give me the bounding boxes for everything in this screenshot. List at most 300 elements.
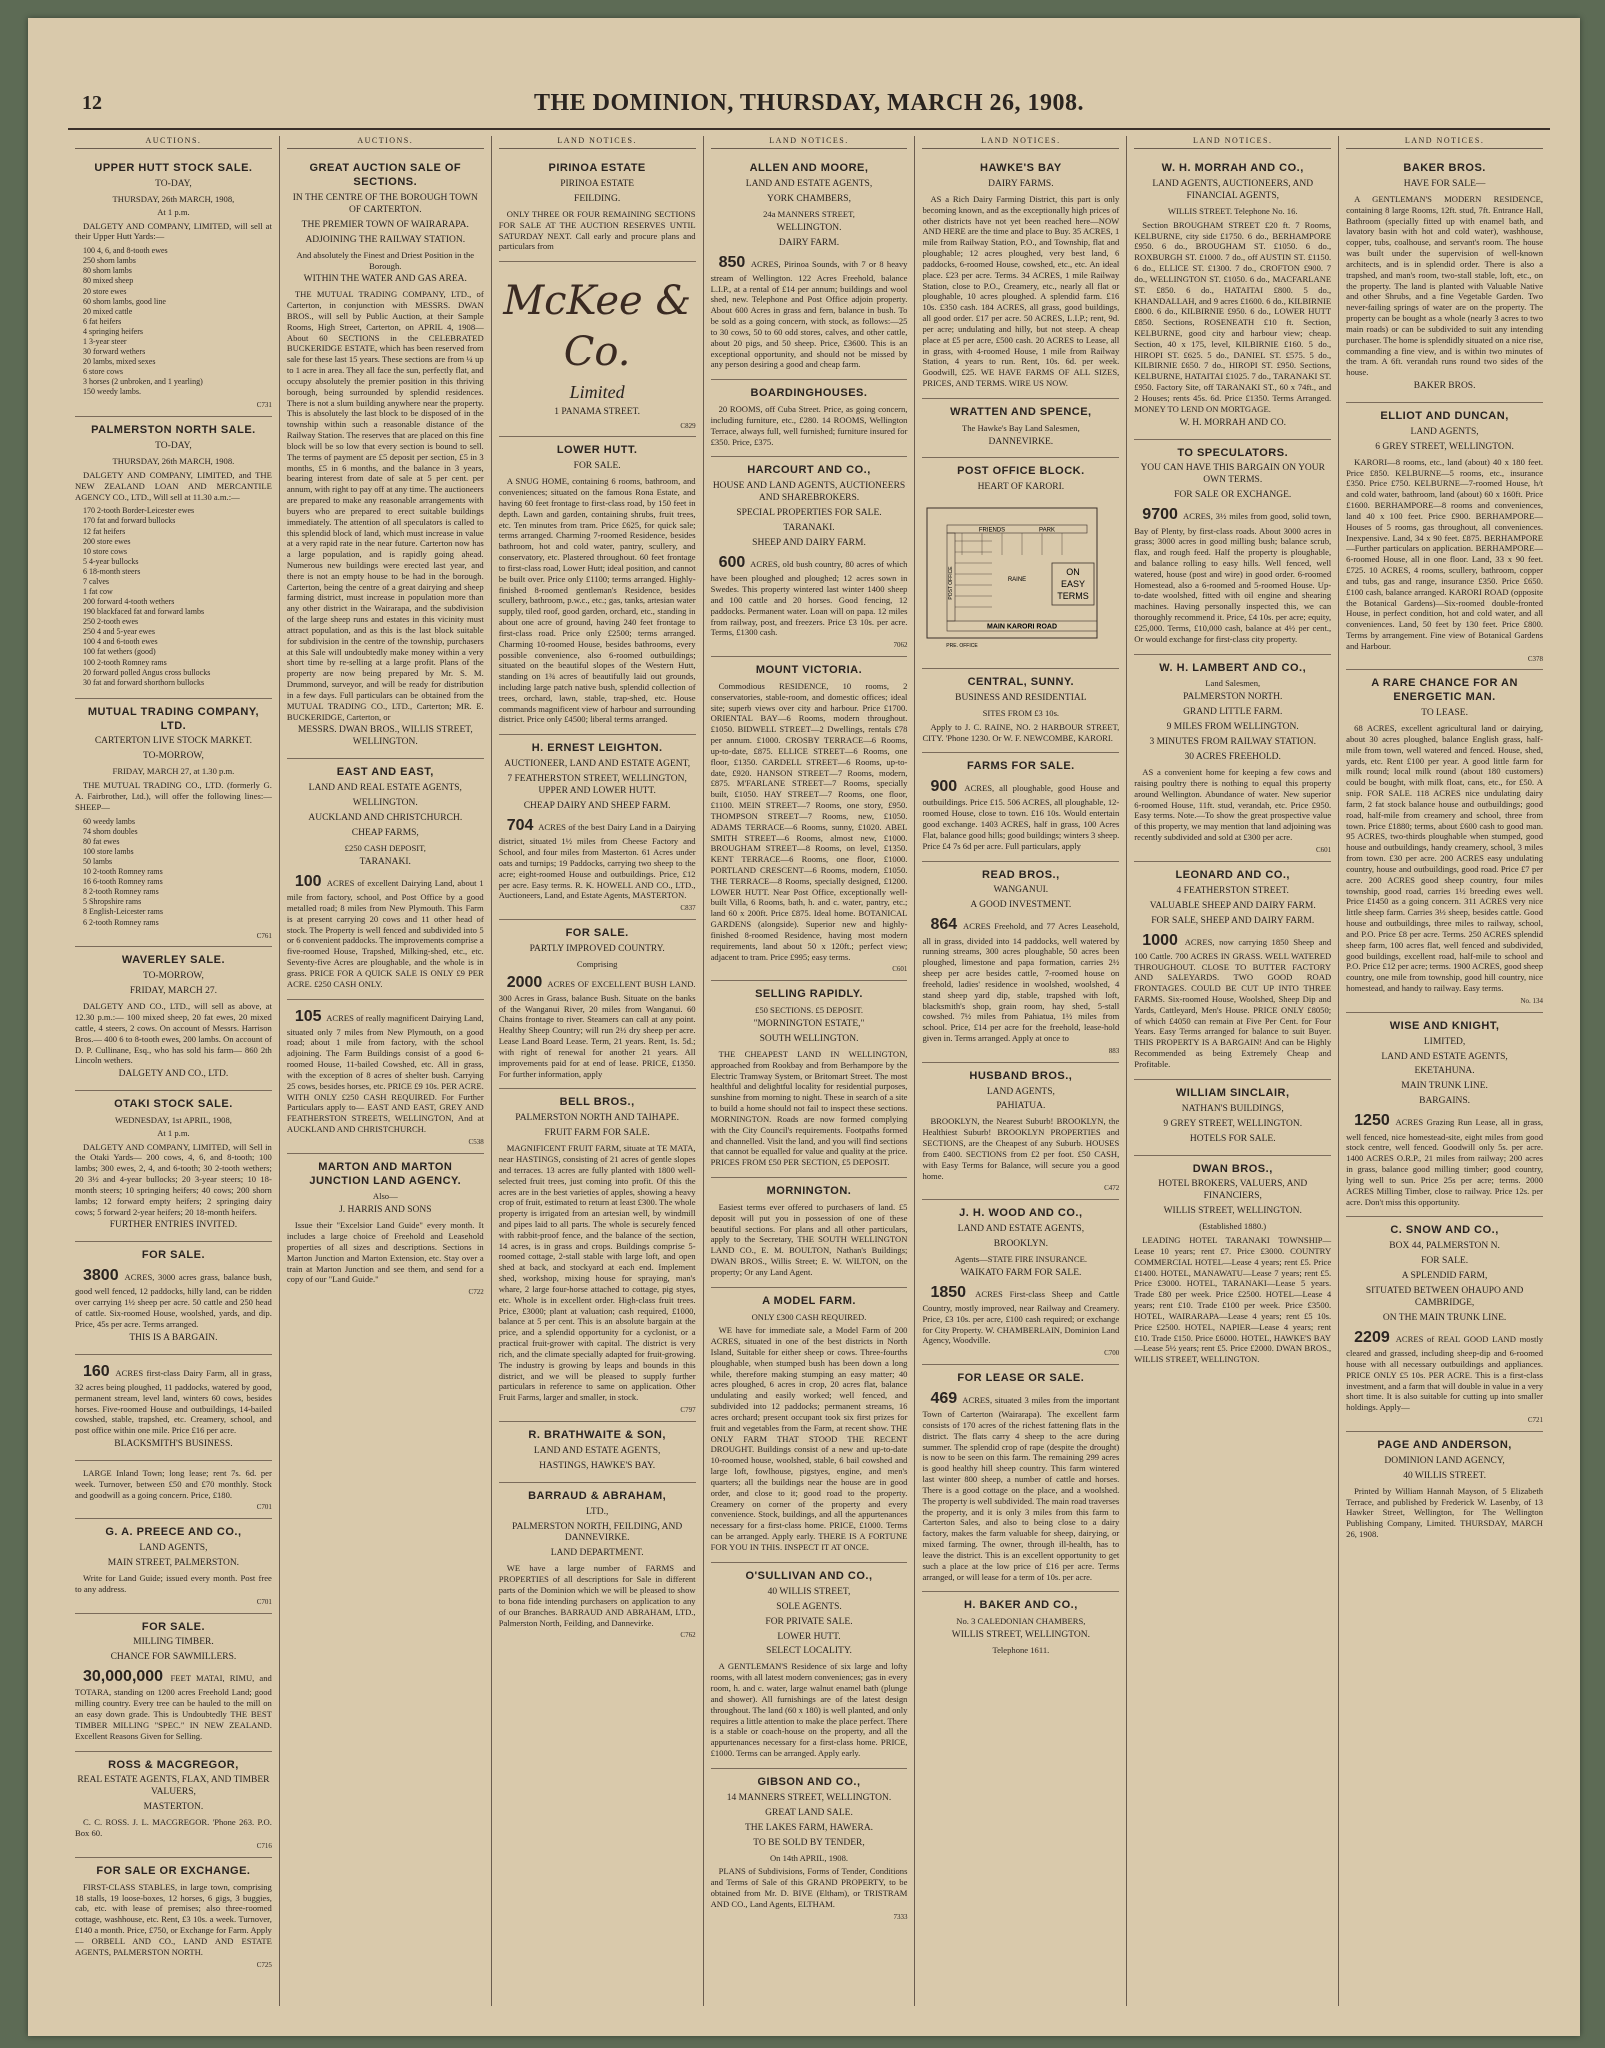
ad-body: 850 ACRES, Pirinoa Sounds, with 7 or 8 heavy stream of Wellington. 122 Acres Freehold, balance L.I.P., at a rental of £14 per annum; buildings and wool shed, new. Telephone and Post Office adjoin property. About 600 Acres in grass and fern, balance in bush. To be sold as a going concern, with stock, as follows:—25 to 30 cows, 50 to 60 odd stores, calves, and other cattle, about 20 pigs, and 50 sheep. Price, £3600. This is an exceptional opportunity, and should not be missed by any person desiring a good and cheap farm.	[710, 253, 908, 370]
ad-lead-figure: 2209	[1354, 1329, 1396, 1346]
ad-heading: MOUNT VICTORIA.	[755, 664, 863, 677]
ad-heading: G. A. PREECE AND CO.,	[105, 1526, 242, 1539]
ad-subheading: CHEAP DAIRY AND SHEEP FARM.	[523, 801, 671, 812]
ad-heading: HUSBAND BROS.,	[969, 1069, 1073, 1082]
ad-body: AS a Rich Dairy Farming District, this part is only becoming known, and as the exceptionally high prices of other districts have not yet been reached here—NOW AND HERE are the time and place to Buy. 35 ACRES, 1 mile from Railway Station, P.O., and Township, flat and ploughable; 12 acres ploughed, very best land, 6 paddocks, 6-roomed House, cowshed, etc., etc. An ideal place. £23 per acre. Terms. 34 ACRES, 1 mile Railway Station, close to P.O., Creamery, etc., nearly all flat or ploughable, 10 acres ploughed. A splendid farm. £16 10s. £350 cash. 184 ACRES, all grass, good buildings, all good order. £17 per acre. 50 ACRES, L.I.P.; rent, 9d. per acre; undulating and hilly, but not steep. A cheap place at £5 per acre, £500 cash. 20 ACRES to Lease, all in grass, with 4-roomed House, 1 mile from Railway Station, 4 years to run. Rent, 10s. 6d. per week. Goodwill, £25. WE HAVE FARMS OF ALL SIZES, PRICES, AND TERMS. WIRE US NOW.	[922, 193, 1120, 388]
advertisement	[1134, 155, 1331, 440]
ad-lead-figure: 9700	[1142, 506, 1183, 524]
ad-footer: C601	[1315, 845, 1332, 854]
ad-body: 68 ACRES, excellent agricultural land or dairying, about 30 acres ploughed, balance English grass, half-mile from town, well watered and fenced. House, shed, yards, etc. Rent £100 per year. A good little farm for milk round; local milk round (about 180 customers) could be bought, with milk float, cans, etc., for £50. A snip. FOR SALE. 118 ACRES nice undulating dairy farm, 2 fat stock balance house and outbuildings; good road, half-mile from creamery and school, three from town. Price £1880; terms, about £600 cash to good man. 95 ACRES, two-thirds ploughable when stumped, good house and outbuildings, handy creamery, school, 3 miles from town. £30 per acre. 200 ACRES easy undulating country, house and outbuildings, good road. Price £7 per acre. 200 ACRES good sheep country, four miles township, good road, carries 1½ breeding ewes well. Price £1450 as a going concern. 311 ACRES very nice little sheep farm. Carries 3½ sheep, besides cattle. Good house and outbuildings, three miles to railway, school, and P.O. Price £8 per acre. Terms. 250 ACRES splendid sheep farm, 100 acres flat, well fenced and subdivided, good buildings, excellent road, half-mile to school and P.O. Price £12 per acre; terms. 1900 ACRES, good sheep country, one mile from township, good hill country, nice homestead, and handy to railway. Easy terms.	[1346, 723, 1544, 994]
ad-footer: 883	[1108, 1046, 1120, 1055]
ad-subheading: FRIDAY, MARCH 27.	[129, 986, 217, 997]
ad-footer: 7062	[893, 641, 908, 650]
stock-item: 30 fat and forward shorthorn bullocks	[83, 677, 205, 687]
ad-body: Printed by William Hannah Mayson, of 5 Elizabeth Terrace, and published by Frederick W. Lasenby, of 13 Hawker Street, Wellington, for The Wellington Publishing Company, Limited. THURSDAY, MARCH 26, 1908.	[1346, 1485, 1544, 1540]
ad-body: 469 ACRES, situated 3 miles from the important Town of Carterton (Wairarapa). The excellent farm consists of 170 acres of the richest fattening flats in the district. The flats carry 4 sheep to the acre during summer. The splendid crop of rape (despite the drought) is now to be seen on this farm. The remaining 299 acres is good healthy hill sheep country. This farm wintered last winter 800 sheep, a number of cattle and horses. There is a good cottage on the place, and a woolshed. The property is well subdivided. The main road traverses the property, and it is only 3 miles from this farm to Carterton Sales, and also to being close to a dairy factory, makes the farm valuable for sheep, dairying, or mixed farming. The owner, through ill-health, has to leave the district. This is an excellent opportunity to get such a place at the low price of £16 per acre. Terms arranged, or will lease for a term of 10s. per acre.	[922, 1389, 1120, 1582]
ad-subheading: AUCKLAND AND CHRISTCHURCH.	[308, 813, 463, 824]
column-2	[280, 136, 492, 2006]
ad-heading: WILLIAM SINCLAIR,	[1175, 1086, 1290, 1099]
ad-subheading: FOR PRIVATE SALE.	[765, 1616, 853, 1627]
ad-body: 9700 ACRES, 3½ miles from good, solid town, Bay of Plenty, by first-class roads. About 3000 acres in grass; 3000 acres in good milling bush; balance scrub, flax, and rough feed. Half the property is ploughable, and balance rolling to easy hills. Well fenced, well watered, house (post and wire) in good order. 6-roomed Homestead, also a 6-roomed and 5-roomed House. Up-to-date woolshed, fitted with oil engine and shearing machines. Having personally inspected this, we can thoroughly recommend it. Price, £4 10s. per acre; equity, £25,000. Terms, £10,000 cash, balance at 4½ per cent., Or would exchange for first-class city property.	[1134, 506, 1332, 644]
ad-subheading: WELLINGTON.	[776, 222, 842, 233]
advertisement	[75, 1242, 272, 1354]
ad-subheading: 30 ACRES FREEHOLD.	[1184, 752, 1281, 763]
karori-site-map	[922, 503, 1102, 653]
ad-subheading: Limited	[569, 381, 625, 402]
ad-footer: BLACKSMITH'S BUSINESS.	[114, 1439, 233, 1449]
ad-heading: MARTON AND MARTON JUNCTION LAND AGENCY.	[309, 1160, 462, 1187]
ad-lead-figure: 600	[718, 554, 751, 572]
ad-subheading: TARANAKI.	[359, 856, 411, 867]
ad-subheading: WANGANUI.	[993, 885, 1049, 896]
ad-subheading: At 1 p.m.	[157, 1127, 190, 1138]
ad-footer: No. 134	[1520, 996, 1544, 1005]
ad-subheading: THURSDAY, 26th MARCH, 1908.	[112, 456, 235, 467]
ad-body: THE MUTUAL TRADING CO., LTD. (formerly G. A. Fairbrother, Ltd.), will offer the following lines:— SHEEP—	[75, 780, 272, 812]
ad-subheading: LAND AGENTS,	[986, 1086, 1055, 1097]
ad-subheading: LAND DEPARTMENT.	[550, 1548, 644, 1559]
ad-subheading: BUSINESS AND RESIDENTIAL	[955, 692, 1087, 703]
ad-subheading: THE LAKES FARM, HAWERA.	[744, 1822, 874, 1833]
ad-heading: READ BROS.,	[982, 868, 1060, 881]
ad-heading: BOARDINGHOUSES.	[750, 387, 868, 400]
ad-subheading: TO-DAY,	[155, 178, 192, 189]
stock-item: 250 shorn lambs	[83, 256, 136, 266]
ad-subheading: TO-MORROW,	[142, 751, 204, 762]
ad-subheading: FOR SALE, SHEEP AND DAIRY FARM.	[1151, 915, 1315, 926]
ad-subheading: 1 PANAMA STREET.	[554, 406, 641, 417]
ad-subheading: PALMERSTON NORTH.	[1183, 692, 1283, 703]
ad-subheading: LTD.,	[585, 1506, 609, 1517]
stock-item: 60 shorn lambs, good line	[83, 296, 166, 306]
ad-body: 864 ACRES Freehold, and 77 Acres Leasehold, all in grass, divided into 14 paddocks, well watered by running streams, 300 acres ploughable, 50 acres been ploughed, limestone and papa formation, carries 2½ sheep per acre besides cattle, 7-roomed house on freehold, ladies' residence in woolshed, woolshed, 4 stand sheep yard dip, stable, trapshed with loft, blacksmith's shop, grain room, hay shed, 5-stall cowshed. 7½ miles from Pahiatua, 1½ miles from school. Price, £14 per acre for the freehold, lease-hold given in. Terms arranged. Apply at once to	[922, 916, 1120, 1043]
ad-heading: O'SULLIVAN AND CO.,	[745, 1569, 873, 1582]
ad-subheading: "MORNINGTON ESTATE,"	[753, 1018, 865, 1029]
advertisement	[499, 155, 696, 262]
ad-heading: OTAKI STOCK SALE.	[114, 1098, 233, 1111]
ad-subheading: SHEEP AND DAIRY FARM.	[752, 538, 866, 549]
advertisement	[1346, 1217, 1543, 1432]
advertisement	[922, 753, 1119, 861]
ad-subheading: CHEAP FARMS,	[351, 828, 419, 839]
stock-item: 5 Shropshire rams	[83, 897, 142, 907]
advertisement	[922, 862, 1119, 1063]
map-label-easy: EASY	[1061, 579, 1086, 590]
advertisement	[499, 437, 696, 735]
stock-item: 100 4 and 6-tooth ewes	[83, 637, 158, 647]
advertisement	[287, 1154, 484, 1303]
advertisement	[711, 457, 908, 657]
ad-footer: C716	[256, 1842, 272, 1851]
stock-item: 8 English-Leicester rams	[83, 907, 163, 917]
ad-body: Issue their "Excelsior Land Guide" every month. It includes a large choice of Freehold and Leasehold properties of all sizes and descriptions. Sections in Marton Junction and Marton Extension, etc. Stay over a train at Marton Junction and see them, and send for a copy of our "Land Guide."	[286, 1220, 484, 1285]
masthead-rule	[68, 128, 1550, 130]
advertisement	[1346, 155, 1543, 403]
ad-footer: C761	[256, 931, 272, 940]
ad-subheading: VALUABLE SHEEP AND DAIRY FARM.	[1149, 900, 1316, 911]
column-1	[68, 136, 280, 2006]
ad-subheading: PALMERSTON NORTH, FEILDING, AND DANNEVIRKE.	[512, 1521, 683, 1544]
map-label-park: PARK	[1039, 527, 1056, 534]
stock-item: 20 store ewes	[83, 286, 127, 296]
advertisement	[1346, 1013, 1543, 1218]
ad-heading: C. SNOW AND CO.,	[1390, 1224, 1499, 1237]
ad-subheading: AUCTIONEER, LAND AND ESTATE AGENT,	[504, 759, 691, 770]
ad-subheading: WELLINGTON.	[352, 798, 418, 809]
ad-body: 1000 ACRES, now carrying 1850 Sheep and 100 Cattle. 700 ACRES IN GRASS. WELL WATERED THROUGHOUT. CLOSE TO BUTTER FACTORY AND SALEYARDS. TWO GOOD ROAD FRONTAGES. COULD BE CUT UP INTO THREE FARMS. Six-roomed House, Woolshed, Sheep Dip and Yards, Cattleyard, Men's House. PRICE ONLY £8050; of which £4050 can remain at Five Per Cent. for Four Years. Easy Terms arranged for balance to suit Buyer. THIS PROPERTY IS A BARGAIN! And can be Highly Recommended as being Extremely Cheap and Profitable.	[1134, 931, 1332, 1069]
advertisement	[1346, 403, 1543, 671]
ad-subheading: BOX 44, PALMERSTON N.	[1389, 1241, 1500, 1252]
ad-subheading: 24a MANNERS STREET,	[763, 208, 855, 219]
ad-heading: A RARE CHANCE FOR AN ENERGETIC MAN.	[1371, 677, 1518, 704]
ad-subheading: ADJOINING THE RAILWAY STATION.	[305, 234, 466, 245]
ad-heading: BAKER BROS.	[1403, 162, 1486, 175]
ad-subheading: LAND AND REAL ESTATE AGENTS,	[308, 783, 462, 794]
ad-footer: C538	[468, 1137, 484, 1146]
advertisement	[75, 1752, 272, 1858]
map-label-terms: TERMS	[1057, 591, 1090, 602]
column-header: LAND NOTICES.	[1346, 136, 1543, 149]
ad-heading: LEONARD AND CO.,	[1175, 868, 1290, 881]
ad-body: Easiest terms ever offered to purchasers of land. £5 deposit will put you in possession of one of these beautiful sections. For plans and all other particulars, apply to the Secretary, THE SOUTH WELLINGTON LAND CO., E. M. BOULTON, Nathan's Buildings; DWAN BROS., Willis Street; E. W. WILTON, on the property; Or any Land Agent.	[710, 1201, 908, 1277]
ad-subheading: EKETAHUNA.	[1414, 1066, 1475, 1077]
ad-subheading: DAIRY FARMS.	[988, 178, 1054, 189]
ad-subheading: FRUIT FARM FOR SALE.	[544, 1128, 650, 1139]
ad-subheading: MILLING TIMBER.	[133, 1637, 214, 1648]
ad-footer: C700	[1104, 1349, 1120, 1358]
ad-lead-figure: 469	[930, 1389, 963, 1407]
ad-footer: C601	[892, 965, 908, 974]
column-header: LAND NOTICES.	[499, 136, 696, 149]
ad-subheading: BROOKLYN.	[993, 1239, 1048, 1250]
ad-heading: DWAN BROS.,	[1192, 1162, 1273, 1175]
ad-subheading: HAVE FOR SALE—	[1403, 178, 1486, 189]
stock-item: 100 store lambs	[83, 846, 134, 856]
ad-heading: POST OFFICE BLOCK.	[957, 465, 1085, 478]
ad-heading: BELL BROS.,	[559, 1096, 635, 1109]
ad-body: 20 ROOMS, off Cuba Street. Price, as going concern, including furniture, etc., £280. 14 ROOMS, Wellington Terrace, always full, well furnished; furniture insured for £350. Price, £375.	[710, 404, 908, 447]
ad-heading: W. H. MORRAH AND CO.,	[1161, 162, 1304, 175]
stock-item: 150 weedy lambs.	[83, 387, 141, 397]
ad-body: A GENTLEMAN'S Residence of six large and lofty rooms, with all latest modern conveniences; gas in every room, h. and c. water, large walnut enamel bath (plunge and shower). All furnishings are of the latest design throughout. The land (60 x 180) is well planted, and only requires a little attention to make the place perfect. There is a stable or coach-house on the property, and all the appurtenances necessary for a first-class home. PRICE, £1000. Terms can be arranged. Apply early.	[710, 1661, 908, 1759]
ad-subheading: J. HARRIS AND SONS	[339, 1205, 432, 1216]
advertisement	[499, 262, 696, 437]
ad-subheading: SELECT LOCALITY.	[766, 1646, 852, 1657]
ad-subheading: WILLIS STREET, WELLINGTON.	[951, 1630, 1090, 1641]
map-road-top	[947, 525, 1087, 533]
ad-footer: C701	[256, 1597, 272, 1606]
ad-footer: C829	[680, 421, 696, 430]
stock-item: 20 lambs, mixed sexes	[83, 357, 156, 367]
ad-subheading: HEART OF KARORI.	[977, 482, 1065, 493]
ad-subheading: HASTINGS, HAWKE'S BAY.	[539, 1460, 656, 1471]
ad-heading: LOWER HUTT.	[556, 444, 638, 457]
ad-subheading: WITHIN THE WATER AND GAS AREA.	[303, 274, 467, 285]
advertisement	[499, 920, 696, 1089]
ad-subheading: (Established 1880.)	[1199, 1221, 1267, 1232]
ad-footer: C701	[256, 1503, 272, 1512]
ad-subheading: LAND AGENTS, AUCTIONEERS, AND FINANCIAL AGENTS,	[1152, 178, 1314, 201]
ad-footer: C731	[256, 401, 272, 410]
ad-lead-figure: 1000	[1142, 931, 1185, 949]
ad-lead-figure: 3800	[83, 1267, 125, 1285]
ad-body: 3800 ACRES, 3000 acres grass, balance bush, good well fenced, 12 paddocks, hilly land, can be ridden over carrying 1½ sheep per acre. 50 cattle and 250 head of cattle. Six-roomed House, woolshed, yards, and dip. Price, 45s per acre. Terms arranged.	[75, 1267, 272, 1329]
ad-heading: FOR LEASE OR SALE.	[957, 1372, 1085, 1385]
ad-subheading: TO BE SOLD BY TENDER,	[753, 1837, 865, 1848]
column-4	[704, 136, 916, 2006]
ad-heading: WRATTEN AND SPENCE,	[950, 405, 1092, 418]
advertisement	[1134, 440, 1331, 655]
ad-heading: J. H. WOOD AND CO.,	[959, 1207, 1083, 1220]
ad-body: Apply to J. C. RAINE, NO. 2 HARBOUR STREET, CITY. 'Phone 1230. Or W. F. NEWCOMBE, KARORI.	[922, 721, 1120, 743]
ad-footer: C725	[256, 1960, 272, 1969]
ad-subheading: TARANAKI.	[783, 523, 835, 534]
ad-lead-figure: 100	[294, 872, 327, 890]
ad-body: THE CHEAPEST LAND IN WELLINGTON, approached from Rookbay and from Berhampore by the Electric Tramway System, or Britomart Street. The most healthful and delightful locality for residential purposes, sunshine from morning to night. These in search of a site to build a home should not fail to inspect these sections. MORNINGTON. Roads are now formed complying with the City Council's requirements. Footpaths formed and channelled. Visit the land, and you will find sections that cannot be equalled for value and quality at the price. PRICES FROM £50 PER SECTION, £5 DEPOSIT.	[710, 1048, 908, 1168]
stock-item: 5 4-year bullocks	[83, 556, 139, 566]
advertisement	[75, 1614, 272, 1752]
advertisement	[1134, 862, 1331, 1080]
stock-item: 12 fat heifers	[83, 526, 126, 536]
ad-lead-figure: 900	[930, 778, 965, 796]
ad-subheading: SITUATED BETWEEN OHAUPO AND CAMBRIDGE,	[1365, 1286, 1524, 1309]
ad-footer: FURTHER ENTRIES INVITED.	[109, 1220, 238, 1231]
ad-subheading: And absolutely the Finest and Driest Position in the Borough.	[296, 249, 475, 271]
advertisement	[1134, 1156, 1331, 1375]
advertisement	[922, 155, 1119, 399]
ad-footer: C762	[680, 1631, 696, 1640]
stock-item: 100 2-tooth Romney rams	[83, 657, 167, 667]
ad-subheading: A GOOD INVESTMENT.	[970, 900, 1072, 911]
map-label-friends: FRIENDS	[979, 527, 1006, 534]
ad-body: DALGETY AND CO., LTD., will sell as above, at 12.30 p.m.:— 100 mixed sheep, 20 fat ewes, 20 mixed cattle, 4 steers, 2 cows. On account of Messrs. Harrison Bros.— 400 6 to 8-tooth ewes, 200 lambs. On account of D. P. Cullinane, Esq., who has sold his farm— 860 2th Lincoln wethers.	[75, 1001, 272, 1066]
ad-subheading: MAIN STREET, PALMERSTON.	[107, 1558, 240, 1569]
advertisement	[922, 1200, 1119, 1365]
stock-item: 200 forward 4-tooth wethers	[83, 597, 175, 607]
advertisement	[499, 1422, 696, 1483]
ad-body: 30,000,000 FEET MATAI, RIMU, and TOTARA, standing on 1200 acres Freehold Land; good milling country. Every tree can be hauled to the mill on an easy down grade. This is Undoubtedly THE BEST TIMBER MILLING "SPEC." IN NEW ZEALAND. Excellent Reasons Given for Selling.	[75, 1668, 272, 1741]
ad-body: 105 ACRES of really magnificent Dairying Land, situated only 7 miles from New Plymouth, on a good road; about 1 mile from factory, with the school adjoining. The Farm Buildings consist of a good 6-roomed House, 11-bailed Cowshed, etc. All in grass, with the exception of 8 acres of shelter bush. Carrying 25 cows, besides horses, etc. PRICE £9 10s. PER ACRE. WITH ONLY £250 CASH REQUIRED. For Further Particulars apply to— EAST AND EAST, GREY AND FEATHERSTON STREETS, WELLINGTON, And at AUCKLAND AND CHRISTCHURCH.	[286, 1007, 484, 1135]
column-5	[915, 136, 1127, 2006]
advertisement	[922, 458, 1119, 669]
stock-item: 16 6-tooth Romney rams	[83, 877, 163, 887]
advertisement	[499, 1089, 696, 1421]
ad-footer: C797	[680, 1406, 696, 1415]
ad-body: 1850 ACRES First-class Sheep and Cattle Country, mostly improved, near Railway and Creamery. Price, £3 10s. per acre, £100 cash required; or exchange for City Property. W. CHAMBERLAIN, Dominion Land Agency, Woodville.	[922, 1283, 1120, 1346]
ad-subheading: REAL ESTATE AGENTS, FLAX, AND TIMBER VALUERS,	[77, 1775, 270, 1798]
ad-subheading: FOR SALE.	[573, 461, 621, 472]
ad-body: MAGNIFICENT FRUIT FARM, situate at TE MATA, near HASTINGS, consisting of 21 acres of gentle slopes and terraces. 13 acres are fully planted with 1800 well-selected fruit trees, just coming into profit. Of this the acres are in the best varieties of apples, showing a heavy crop of fruit, estimated to return at least £300. The whole property is irrigated from an artesian well, by windmill and pipes laid to all parts. The whole is securely fenced with rabbit-proof fence, and the balance of the section, 14 acres, is in grass and crops. Buildings comprise 5-roomed cottage, 2-stall stable with large loft, and open shed at back, and stockyard at each end. Implement shed, workshop, mixing house for spraying, man's whare, 2 large four-horse attached to cottage, pig styes, etc. Whole is in excellent order. High-class fruit trees. Price, £3000; plant at valuation; cash required, £1000, balance at 5 per cent. This is an absolute bargain at the price, and a splendid opportunity for a cyclonist, or a practical fruit-grower with capital. The district is very rich, and the climate specially adapted for fruit-growing. The industry is growing by leaps and bounds in this district, and we will be pleased to supply further particulars in reference to same on application. Other Fruit Farms, larger and smaller, in stock.	[498, 1143, 696, 1403]
ad-heading: FOR SALE.	[141, 1620, 206, 1633]
column-header: AUCTIONS.	[287, 136, 484, 149]
advertisement	[711, 981, 908, 1178]
ad-subheading: At 1 p.m.	[157, 206, 190, 217]
ad-subheading: WILLIS STREET, WELLINGTON.	[1163, 1206, 1302, 1217]
advertisement	[922, 1592, 1119, 1663]
stock-list	[83, 506, 272, 687]
stock-item: 200 store ewes	[83, 536, 131, 546]
ad-heading: SELLING RAPIDLY.	[755, 988, 863, 1001]
stock-item: 6 18-month steers	[83, 566, 141, 576]
ad-subheading: WEDNESDAY, 1st APRIL, 1908,	[114, 1114, 232, 1125]
column-header: LAND NOTICES.	[922, 136, 1119, 149]
stock-item: 80 fat ewes	[83, 836, 120, 846]
ad-footer: C721	[1527, 1416, 1544, 1425]
ad-footer: MESSRS. DWAN BROS., WILLIS STREET, WELLINGTON.	[297, 725, 473, 748]
ad-subheading: LOWER HUTT.	[777, 1631, 841, 1642]
ad-lead-figure: 30,000,000	[83, 1668, 171, 1686]
ad-heading: TO SPECULATORS.	[1177, 446, 1289, 459]
ad-body: BROOKLYN, the Nearest Suburb! BROOKLYN, the Healthiest Suburb! BROOKLYN PROPERTIES and SECTIONS, are the Cheapest of any Suburb. HOUSES from £400. SECTIONS from £2 per foot. £50 CASH, with Easy Terms for Balance, will secure you a good home.	[922, 1116, 1120, 1181]
ad-subheading: £50 SECTIONS. £5 DEPOSIT.	[755, 1005, 863, 1016]
ad-subheading: LIMITED,	[1423, 1036, 1466, 1047]
ad-footer: THIS IS A BARGAIN.	[129, 1332, 218, 1343]
ad-heading: FOR SALE OR EXCHANGE.	[96, 1864, 251, 1877]
advertisement	[711, 1769, 908, 1928]
map-label-main-road: MAIN KARORI ROAD	[987, 623, 1058, 631]
advertisement	[1346, 670, 1543, 1012]
ad-subheading: LAND AND ESTATE AGENTS,	[745, 178, 873, 189]
ad-heading: FOR SALE.	[565, 926, 629, 939]
ad-footer: C837	[680, 904, 696, 913]
ad-subheading: PALMERSTON NORTH AND TAIHAPE.	[515, 1113, 679, 1124]
ad-subheading: LAND AND ESTATE AGENTS,	[1381, 1051, 1508, 1062]
ad-heading: BARRAUD & ABRAHAM,	[528, 1489, 667, 1502]
stock-item: 170 2-tooth Border-Leicester ewes	[83, 506, 195, 516]
advertisement	[711, 1178, 908, 1288]
ad-heading: W. H. LAMBERT AND CO.,	[1159, 661, 1307, 674]
ad-body: 600 ACRES, old bush country, 80 acres of which have been ploughed and ploughed; 12 acres sown in Swedes. This property wintered last winter 1400 sheep and 100 cattle and 20 horses. Good fencing, 12 paddocks. Permanent water. Loan will on papa. 12 miles from railway, post, and freezers. Price £3 10s. per acre. Terms, £1300 cash.	[710, 554, 908, 638]
ad-body: Section BROUGHAM STREET £20 ft. 7 Rooms, KELBURNE, city side £1750. 6 do., BERHAMPORE £950. 6 do., BROUGHAM ST. £1050. 6 do., ROXBURGH ST. £1000. 7 do., off AUSTIN ST. £1150. 6 do., ELLICE ST. £1300. 7 do., CROFTON £900. 7 do., WELLINGTON ST. £1050. 6 do., MACFARLANE ST. £850. 6 do., HATAITAI £800. 5 do., KHANDALLAH, and 9 acres £1600. 6 do., KILBIRNIE £800. 6 do., KILBIRNIE £950. 6 do., LOWER HUTT £850. Sections, ROSENEATH £10 ft. Section, KELBURNE, good city and harbour view; cheap. Section, 40 x 175, level, KILBIRNIE £160. 5 do., HIROPI ST. £625. 5 do., DANIEL ST. £575. 5 do., KILBIRNIE £650. 7 do., HIROPI ST. £950. Sections, KELBURNE, HATAITAI £1025. 7 do., TARANAKI ST. £950. Factory Site, off TARANAKI ST., 60 x 74ft., and 2 Houses; rents 45s. 6d. Price £1350. Terms Arranged. MONEY TO LEND ON MORTGAGE.	[1134, 219, 1332, 414]
ad-subheading: MASTERTON.	[143, 1802, 204, 1813]
ad-heading: PIRINOA ESTATE	[548, 162, 646, 175]
ad-heading: GREAT AUCTION SALE OF SECTIONS.	[309, 162, 462, 188]
advertisement	[922, 669, 1119, 753]
ad-subheading: PIRINOA ESTATE	[560, 178, 635, 189]
ad-body: DALGETY AND COMPANY, LIMITED, will sell at their Upper Hutt Yards:—	[75, 220, 272, 242]
ad-heading: ALLEN AND MOORE,	[749, 162, 869, 175]
ad-subheading: HOTEL BROKERS, VALUERS, AND FINANCIERS,	[1158, 1179, 1308, 1202]
ad-lead-figure: 850	[718, 253, 751, 271]
ad-subheading: Comprising	[576, 958, 618, 969]
advertisement	[711, 657, 908, 981]
ad-body: A GENTLEMAN'S MODERN RESIDENCE, containing 8 large Rooms, 12ft. stud, 7ft. Entrance Hall, Bathroom (specially fitted up with enamel bath, and lavatory basin with hot and cold water), washhouse, copper, tubs, coalhouse, and servant's room. The house was built under the supervision of well-known architects, and is in splendid order. There is also a trapshed, and man's room, two-stall stable, loft, etc., on the property. The land is planted with Valuable Native and other Shrubs, and a fine Vegetable Garden. Two never-failing springs of water are on the property. The property can be bought as a whole (nearly 3 acres to two main roads) or can be subdivided to suit any intending purchaser. The home is splendidly situated on a nice rise, commanding a fine view, and is within two minutes of the tram. A 6ft. verandah runs round two sides of the house.	[1346, 193, 1544, 378]
ad-body: DALGETY AND COMPANY, LIMITED, will Sell in the Otaki Yards— 200 cows, 4, 6, and 8-tooth; 100 lambs; 300 ewes, 2, 4, and 6-tooth; 30 2-tooth wethers; 20 3½ and 4-year bullocks; 20 3-year steers; 10 18-month steers; 10 springing heifers; 40 cows; 200 shorn lambs; 12 forward empty heifers; 2 springing dairy cows; 5 forward 2-year heifers; 20 18-month heifers.	[75, 1141, 272, 1217]
ad-subheading: SITES FROM £3 10s.	[982, 707, 1060, 718]
stock-item: 6 fat heifers	[83, 316, 122, 326]
ad-body: KARORI—8 rooms, etc., land (about) 40 x 180 feet. Price £850. KELBURNE—5 rooms, etc., insurance £350. Price £750. KELBURNE—7-roomed House, h/t and cold water, bathroom, land (about) 60 x 160ft. Price £1600. BERHAMPORE—8 rooms and conveniences, land 40 x 100 feet. Price £900. BERHAMPORE—Houses of 5 rooms, gas throughout, all conveniences. Inexpensive. Land, 34 x 90 feet. £875. BERHAMPORE—Further particulars on application. BERHAMPORE—6-roomed House, all in one floor. Land, 33 x 90 feet. £725. 10 ACRES, 4 rooms, scullery, bathroom, copper and tubs, gas and range, insurance £350. Price £650. £100 cash, balance arranged. KARORI ROAD (opposite the Botanical Gardens)—Six-roomed double-fronted House, in perfect condition, hot and cold water, and all conveniences. Land, 50 feet by 130 feet. Price £800. Terms by arrangement. Fine view of Botanical Gardens and Harbour.	[1346, 456, 1544, 651]
ad-footer: BAKER BROS.	[1413, 380, 1476, 391]
ad-subheading: THE PREMIER TOWN OF WAIRARAPA.	[301, 219, 469, 230]
ad-subheading: 9 MILES FROM WELLINGTON.	[1166, 722, 1299, 733]
advertisement	[711, 1288, 908, 1563]
ad-subheading: £250 CASH DEPOSIT,	[344, 843, 426, 854]
advertisement	[1346, 1432, 1543, 1549]
advertisement	[1134, 655, 1331, 862]
ad-body: Write for Land Guide; issued every month. Post free to any address.	[75, 1573, 272, 1594]
ad-subheading: HOUSE AND LAND AGENTS, AUCTIONEERS AND SHAREBROKERS.	[712, 481, 906, 504]
ad-subheading: On 14th APRIL, 1908.	[769, 1852, 849, 1863]
ad-body: 900 ACRES, all ploughable, good House and outbuildings. Price £15. 506 ACRES, all ploughable, 12-roomed House, close to town. £16 10s. Would entertain good exchange. 1403 ACRES, half in grass, 100 Acres Flat, balance good hills; good buildings; winters 3 sheep. Price £4 7s 6d per acre. Full particulars, apply	[922, 778, 1120, 851]
ad-subheading: YORK CHAMBERS,	[767, 193, 851, 204]
stock-item: 8 2-tooth Romney rams	[83, 887, 159, 897]
masthead	[68, 86, 1550, 128]
ad-lead-figure: 160	[83, 1362, 116, 1380]
ad-subheading: CARTERTON LIVE STOCK MARKET.	[94, 736, 253, 747]
ad-footer: C472	[1104, 1184, 1120, 1193]
ad-subheading: GRAND LITTLE FARM.	[1183, 707, 1283, 718]
ad-lead-figure: 1250	[1354, 1112, 1396, 1130]
ad-lead-figure: 2000	[506, 973, 548, 991]
ad-body: C. C. ROSS. J. L. MACGREGOR. 'Phone 263. P.O. Box 60.	[75, 1817, 272, 1839]
ad-subheading: 40 WILLIS STREET.	[1403, 1470, 1486, 1481]
stock-item: 190 blackfaced fat and forward lambs	[83, 607, 205, 617]
stock-item: 80 mixed sheep	[83, 276, 134, 286]
advertisement	[75, 1355, 272, 1461]
ad-heading: R. BRATHWAITE & SON,	[528, 1428, 666, 1441]
ad-subheading: WAIKATO FARM FOR SALE.	[960, 1267, 1082, 1278]
stock-item: 3 horses (2 unbroken, and 1 yearling)	[83, 377, 203, 387]
ad-lead-figure: 1850	[930, 1283, 976, 1301]
ad-subheading: LAND AGENTS,	[139, 1543, 208, 1554]
ad-footer: W. H. MORRAH AND CO.	[1179, 417, 1286, 428]
ad-subheading: 14 MANNERS STREET, WELLINGTON.	[726, 1792, 892, 1803]
advertisement	[75, 1091, 272, 1242]
ad-subheading: LAND AND ESTATE AGENTS,	[957, 1224, 1085, 1235]
map-label-on: ON	[1066, 567, 1081, 578]
ad-heading: McKee & Co.	[503, 278, 692, 375]
ad-subheading: The Hawke's Bay Land Salesmen,	[961, 422, 1080, 433]
column-6	[1127, 136, 1339, 2006]
ad-heading: FOR SALE.	[141, 1249, 206, 1262]
ad-heading: WAVERLEY SALE.	[121, 954, 226, 967]
stock-item: 7 calves	[83, 576, 109, 586]
advertisement	[711, 155, 908, 380]
advertisement	[75, 155, 272, 417]
ad-subheading: GREAT LAND SALE.	[765, 1807, 853, 1818]
stock-item: 6 2-tooth Romney rams	[83, 917, 159, 927]
ad-subheading: DOMINION LAND AGENCY,	[1384, 1455, 1505, 1466]
map-label-raine: RAINE	[1008, 577, 1027, 584]
advertisement	[499, 735, 696, 920]
ad-subheading: HOTELS FOR SALE.	[1189, 1133, 1276, 1144]
advertisement	[711, 380, 908, 457]
ad-body: 2209 ACRES of REAL GOOD LAND mostly cleared and grassed, including sheep-dip and 6-roomed house with all necessary outbuildings and appliances. PRICE ONLY £5 10s. PER ACRE. This is a first-class investment, and a farm that will double in value in a very short time. It is also suitable for cutting up into smaller holdings. Apply—	[1346, 1329, 1544, 1413]
ad-heading: UPPER HUTT STOCK SALE.	[94, 162, 253, 175]
ad-subheading: LAND AGENTS,	[1410, 426, 1479, 437]
ad-body: PLANS of Subdivisions, Forms of Tender, Conditions and Terms of Sale of this GRAND PROPERTY, to be obtained from Mr. D. BIVE (Eltham), or TRISTRAM AND CO., Land Agents, ELTHAM.	[710, 1866, 908, 1909]
ad-body: WE have for immediate sale, a Model Farm of 200 ACRES, situated in one of the best districts in North Island, Suitable for either sheep or cows. Three-fourths ploughable, when stumped bush has been down a long while, therefore making stumping an easy matter; 40 acres ploughed, 6 acres in crop, 20 acres flat, balance undulating and easily worked; well fenced, and subdivided into 12 paddocks; permanent streams, 16 acres orchard; present occupant took six first prizes for fruit and vegetables from the Farm, at recent show. THE ONLY FARM THAT STOOD THE RECENT DROUGHT. Buildings consist of a new and up-to-date 10-roomed house, woolshed, stable, 6 bail cowshed and large loft, fowlhouse, pigstyes, engine, and men's quarters; all the buildings near the house are in good order, and close to it; good road to the property. Creamery on corner of the property and every convenience. Stock, buildings, and all the appurtenances necessary for a first-class home. PRICE, £1000. Terms can be arranged. Apply early. THERE IS A FORTUNE FOR YOU IN THIS. INSPECT IT AT ONCE.	[710, 1325, 908, 1552]
advertisement	[287, 759, 484, 999]
ad-subheading: 40 WILLIS STREET,	[767, 1586, 851, 1597]
columns-container	[68, 136, 1550, 2006]
ad-subheading: DAIRY FARM.	[778, 237, 840, 248]
ad-subheading: FRIDAY, MARCH 27, at 1.30 p.m.	[112, 766, 235, 777]
ad-subheading: SOLE AGENTS.	[776, 1601, 842, 1612]
ad-heading: MUTUAL TRADING COMPANY, LTD.	[87, 705, 260, 732]
stock-item: 100 fat wethers (good)	[83, 647, 156, 657]
ad-heading: A MODEL FARM.	[762, 1294, 856, 1307]
advertisement	[499, 1483, 696, 1647]
advertisement	[1134, 1080, 1331, 1156]
ad-subheading: FEILDING.	[574, 193, 621, 204]
stock-item: 170 fat and forward bullocks	[83, 516, 176, 526]
ad-heading: H. BAKER AND CO.,	[963, 1599, 1078, 1612]
advertisement	[922, 1365, 1119, 1592]
ad-subheading: Agents—STATE FIRE INSURANCE.	[954, 1254, 1087, 1265]
advertisement	[75, 699, 272, 948]
ad-body: 100 ACRES of excellent Dairying Land, about 1 mile from factory, school, and Post Office by a good metalled road; 8 miles from New Plymouth. This Farm is at present carrying 20 cows and 11 other head of stock. The Property is well fenced and subdivided into 5 or 6 convenient paddocks. The improvements comprise a five-roomed House, Trapshed, Milking-shed, etc., etc. Seventy-five Acres are ploughable, and the whole is in grass. PRICE FOR A QUICK SALE IS ONLY £9 PER ACRE. £250 CASH ONLY.	[286, 872, 484, 989]
